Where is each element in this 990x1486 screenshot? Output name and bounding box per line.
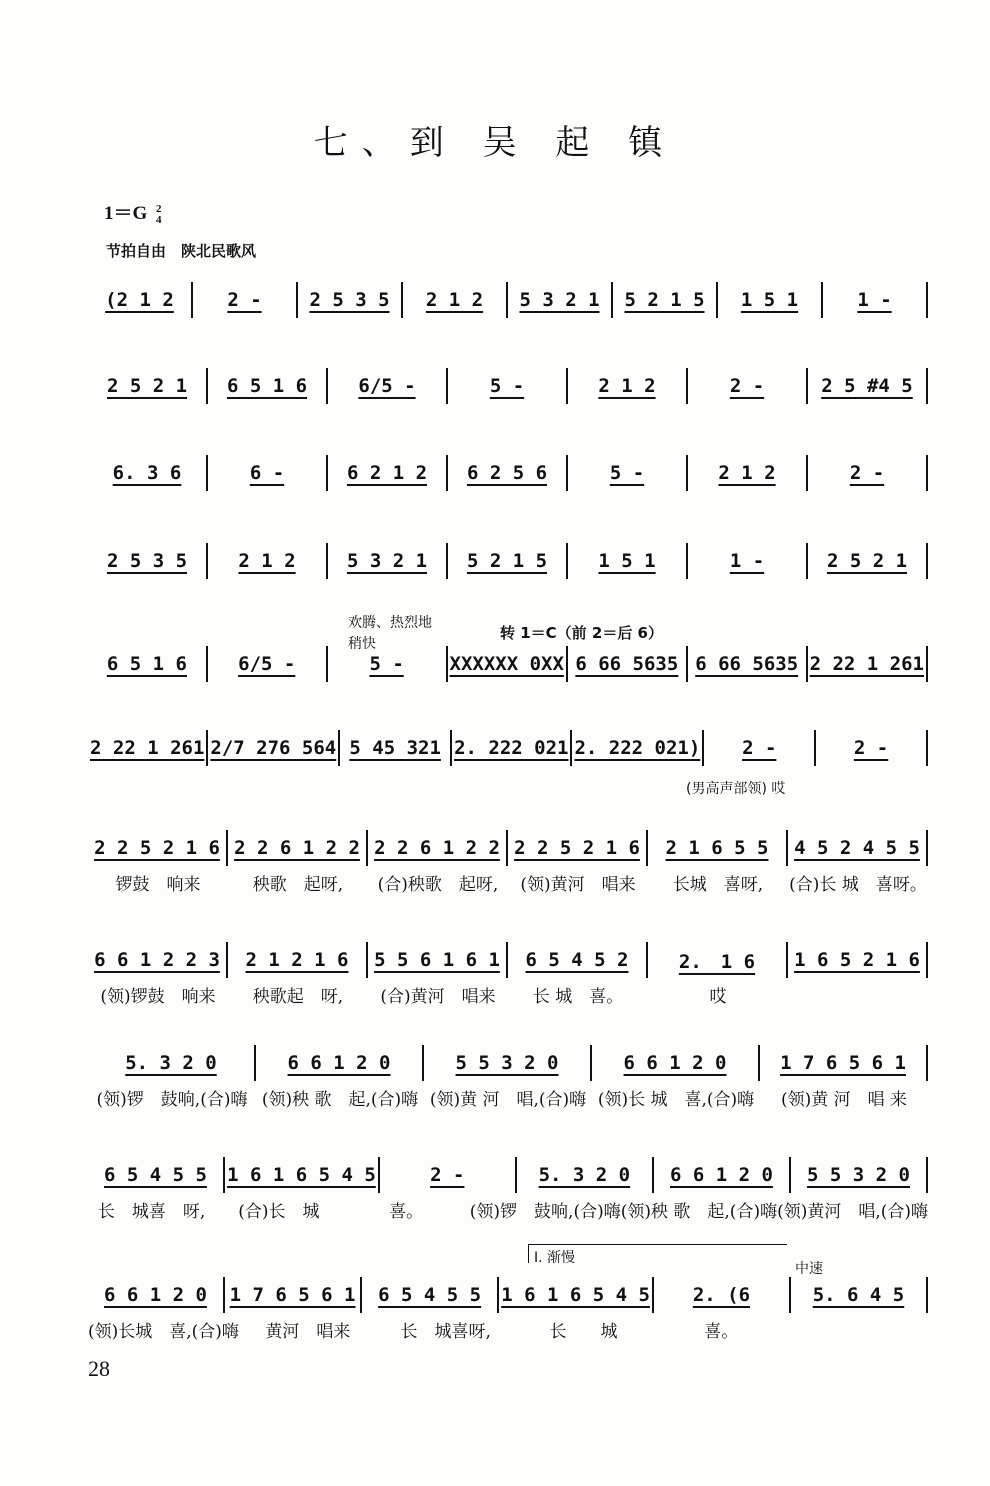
measure (806, 543, 926, 579)
measure (422, 1045, 590, 1081)
measure-notes: 2 - (849, 462, 885, 484)
measure (206, 543, 326, 579)
page-number: 28 (88, 1356, 110, 1381)
measure-notes: 6 2 1 2 (346, 462, 428, 484)
measure (590, 1045, 758, 1081)
lyric: 秧歌 起呀, (252, 875, 344, 895)
measure (806, 646, 926, 682)
lyric: (领)锣 鼓响,(合)嗨 (469, 1202, 621, 1222)
measure-notes: 1 5 1 (740, 289, 799, 311)
measure (326, 455, 446, 491)
measure (223, 1157, 378, 1193)
measure-notes: 2 2 6 1 2 2 (374, 837, 500, 859)
measure (88, 1277, 223, 1313)
lyrics-line (88, 1197, 929, 1222)
measure (88, 455, 206, 491)
measure (446, 646, 566, 682)
measure (789, 1157, 926, 1193)
measure (786, 830, 926, 866)
measure (88, 1157, 223, 1193)
measure-notes: 6. 3 6 (112, 462, 182, 484)
notation-line (88, 1277, 928, 1313)
notation-line (88, 368, 928, 404)
measure (254, 1045, 422, 1081)
measure (401, 282, 506, 318)
measure-notes: 2 1 2 1 6 (245, 949, 349, 971)
measure (226, 942, 366, 978)
measure-notes: 1 7 6 5 6 1 (780, 1052, 906, 1074)
measure (226, 830, 366, 866)
lyrics-line (88, 1317, 928, 1342)
notation-line (88, 1157, 928, 1193)
measure (702, 730, 814, 766)
measure (88, 942, 226, 978)
measure-notes: 6 5 4 5 5 (104, 1164, 207, 1186)
measure-notes: 1 - (857, 289, 892, 311)
measure (566, 368, 686, 404)
lyric: (领)黄河 唱,(合)嗨 (777, 1202, 929, 1222)
measure-notes: 2 - (729, 375, 765, 397)
measure (821, 282, 926, 318)
voice-part-note: (男高声部领) 哎 (686, 781, 786, 797)
score-line (88, 1157, 929, 1222)
measure (716, 282, 821, 318)
lyric (790, 1317, 928, 1339)
measure (789, 1277, 926, 1313)
measure-notes: 2 22 1 261 (809, 653, 924, 675)
measure (206, 646, 326, 682)
time-sig-bottom: 4 (156, 213, 162, 226)
lyric: (领)锣 鼓响,(合)嗨 (96, 1090, 248, 1110)
measure (88, 730, 206, 766)
measure-notes: 5 - (489, 375, 525, 397)
lyric: 长 城喜 呀, (97, 1202, 206, 1222)
measure-notes: 5 2 1 5 (466, 550, 548, 572)
measure-notes: 5 5 6 1 6 1 (374, 949, 500, 971)
lyric: 长 城 (549, 1322, 618, 1342)
lyric: 锣鼓 响来 (115, 875, 201, 895)
measure-notes: 2/7 276 564 (210, 737, 337, 759)
measure-notes: 6 5 1 6 (106, 653, 187, 675)
measure-notes: 2 2 5 2 1 6 (94, 837, 220, 859)
measure-notes: 6/5 - (238, 653, 296, 675)
measure (223, 1277, 360, 1313)
key-label: 1＝G (104, 203, 148, 224)
measure (686, 543, 806, 579)
measure-notes: 5 3 2 1 (519, 289, 600, 311)
lyric: (合)长 城 (238, 1202, 320, 1222)
lyric: (领)秧 歌 起,(合)嗨 (620, 1202, 778, 1222)
lyric: 喜。 (389, 1202, 424, 1222)
measure (338, 730, 450, 766)
score-line (88, 368, 928, 422)
measure-notes: 5 - (369, 653, 404, 675)
measure (191, 282, 296, 318)
measure (326, 543, 446, 579)
measure-notes: 2. 222 021 (454, 737, 569, 759)
measure (506, 942, 646, 978)
lyric: (领)长城 喜,(合)嗨 (88, 1322, 239, 1342)
measure-notes: 5 - (609, 462, 645, 484)
measure-notes: 2 1 2 (718, 462, 776, 484)
measure (88, 368, 206, 404)
measure-notes: 2 - (227, 289, 262, 311)
measure-notes: 6 66 5635 (695, 653, 799, 675)
lyric: (合)黄河 唱来 (380, 987, 496, 1007)
measure-notes: 5. 6 4 5 (812, 1284, 905, 1306)
measure-notes: 6 66 5635 (575, 653, 679, 675)
measure (506, 830, 646, 866)
measure-notes: 5 45 321 (349, 737, 441, 759)
measure (360, 1277, 497, 1313)
lyrics-line (88, 1085, 928, 1110)
score-line (88, 1045, 928, 1110)
lyric: 长 城喜呀, (400, 1322, 491, 1342)
measure (686, 455, 806, 491)
measure-notes: 2 1 2 (238, 550, 296, 572)
measure-notes: 1 6 5 2 1 6 (794, 949, 920, 971)
measure-notes: 2 5 #4 5 (821, 375, 913, 397)
measure-notes: 2 22 1 261 (90, 737, 205, 759)
measure-notes: 2 1 2 (598, 375, 656, 397)
measure (450, 730, 570, 766)
measure (206, 455, 326, 491)
expression-marking: 欢腾、热烈地 (348, 615, 432, 631)
measure-notes: 5 3 2 1 (346, 550, 428, 572)
measure (446, 543, 566, 579)
measure (497, 1277, 652, 1313)
measure-notes: 2. (6 (692, 1284, 751, 1306)
measure (758, 1045, 926, 1081)
lyric: 喜。 (704, 1322, 739, 1342)
measure (446, 368, 566, 404)
key-signature (104, 198, 162, 226)
measure-notes: 2 5 3 5 (309, 289, 390, 311)
measure-notes: 6/5 - (358, 375, 416, 397)
measure (814, 730, 926, 766)
measure-notes: 6 6 1 2 2 3 (94, 949, 220, 971)
measure (646, 942, 786, 978)
measure-notes: 1 6 1 6 5 4 5 (501, 1284, 650, 1306)
measure-notes: 6 2 5 6 (466, 462, 548, 484)
measure (326, 368, 446, 404)
measure-notes: 6 5 4 5 5 (378, 1284, 482, 1306)
measure-notes: 6 - (249, 462, 285, 484)
lyric: (领)秧 歌 起,(合)嗨 (261, 1090, 419, 1110)
measure-notes: 2 5 3 5 (106, 550, 188, 572)
measure (88, 1045, 254, 1081)
measure-notes: 5 5 3 2 0 (455, 1052, 559, 1074)
measure (88, 646, 206, 682)
lyric: (合)秧歌 起呀, (377, 875, 499, 895)
measure (446, 455, 566, 491)
measure-notes: 2 5 2 1 (826, 550, 908, 572)
tempo-marking: 节拍自由 陕北民歌风 (106, 242, 257, 260)
measure (806, 368, 926, 404)
measure (566, 543, 686, 579)
measure-notes: 1 6 1 6 5 4 5 (227, 1164, 376, 1186)
measure-notes: 1 5 1 (598, 550, 656, 572)
measure-notes: 2 1 2 (425, 289, 484, 311)
measure-notes: 2 2 5 2 1 6 (514, 837, 640, 859)
measure (366, 942, 506, 978)
notation-line (88, 282, 928, 318)
measure-notes: 5. 3 2 0 (538, 1164, 631, 1186)
measure-notes: 6 6 1 2 0 (669, 1164, 773, 1186)
measure (566, 646, 686, 682)
measure-notes: 5 5 3 2 0 (807, 1164, 910, 1186)
measure (88, 282, 191, 318)
measure-notes: 1 - (729, 550, 765, 572)
notation-line (88, 730, 928, 766)
lyric: (领)长 城 喜,(合)嗨 (597, 1090, 755, 1110)
score-line (88, 455, 928, 509)
score-line (88, 942, 928, 1007)
time-signature (156, 204, 162, 226)
modulation-marking: 转 1＝C（前 2＝后 6） (500, 624, 663, 642)
measure-notes: (2 1 2 (105, 289, 174, 311)
measure (652, 1277, 789, 1313)
measure (326, 646, 446, 682)
notation-line (88, 1045, 928, 1081)
measure (506, 282, 611, 318)
score-line (88, 543, 928, 597)
lyric: (领)锣鼓 响来 (100, 987, 216, 1007)
lyric: 哎 (709, 987, 727, 1007)
lyrics-line (88, 870, 928, 895)
measure-notes: 6 6 1 2 0 (104, 1284, 207, 1306)
lyrics-line (88, 982, 928, 1007)
measure-notes: 6 5 4 5 2 (525, 949, 629, 971)
notation-line (88, 455, 928, 491)
score-line (88, 282, 928, 336)
score-line (88, 1277, 928, 1342)
measure (88, 543, 206, 579)
lyric (788, 982, 928, 1004)
measure (378, 1157, 515, 1193)
measure-notes: 2. 1 6 (678, 950, 756, 973)
measure-notes: 2 1 6 5 5 (665, 837, 769, 859)
measure-notes: 5 2 1 5 (624, 289, 705, 311)
score-line (88, 830, 928, 895)
measure-notes: 1 7 6 5 6 1 (229, 1284, 356, 1306)
score-line (88, 646, 928, 700)
lyric: 长城 喜呀, (672, 875, 764, 895)
measure (570, 730, 702, 766)
measure-notes: 5. 3 2 0 (125, 1052, 217, 1074)
lyric: (合)长 城 喜呀。 (789, 875, 927, 895)
notation-line (88, 646, 928, 682)
lyric: 秧歌起 呀, (252, 987, 344, 1007)
time-sig-top: 2 (156, 202, 162, 215)
notation-line (88, 830, 928, 866)
measure (366, 830, 506, 866)
lyric: (领)黄河 唱来 (520, 875, 636, 895)
notation-line (88, 543, 928, 579)
measure (652, 1157, 789, 1193)
measure-notes: 2 - (742, 737, 777, 759)
measure (88, 830, 226, 866)
measure (566, 455, 686, 491)
measure-notes: 2. 222 021) (574, 737, 701, 759)
measure (296, 282, 401, 318)
measure-notes: 6 5 1 6 (226, 375, 308, 397)
measure-notes: 6 6 1 2 0 (287, 1052, 391, 1074)
measure (515, 1157, 652, 1193)
measure (686, 646, 806, 682)
lyric: (领)黄 河 唱 来 (780, 1090, 908, 1110)
measure (206, 730, 338, 766)
tempo-change: 稍快 (348, 636, 376, 652)
measure (686, 368, 806, 404)
measure-notes: 2 - (430, 1164, 465, 1186)
lyric: (领)黄 河 唱,(合)嗨 (429, 1090, 587, 1110)
tempo-change: 中速 (795, 1261, 823, 1277)
measure-notes: 2 5 2 1 (106, 375, 188, 397)
measure-notes: 4 5 2 4 5 5 (794, 837, 920, 859)
measure-notes: 2 2 6 1 2 2 (234, 837, 360, 859)
notation-line (88, 942, 928, 978)
measure (646, 830, 786, 866)
song-title: 七、到 吴 起 镇 (313, 123, 677, 163)
measure (206, 368, 326, 404)
lyric: 长 城 喜。 (532, 987, 624, 1007)
volta-label: I. 渐慢 (534, 1250, 576, 1266)
measure-notes: 2 - (853, 737, 889, 759)
measure (786, 942, 926, 978)
score-line (88, 730, 928, 784)
measure (806, 455, 926, 491)
measure-notes: 6 6 1 2 0 (623, 1052, 727, 1074)
measure (611, 282, 716, 318)
lyric: 黄河 唱来 (265, 1322, 351, 1342)
measure-notes: XXXXXX 0XX (449, 653, 564, 675)
